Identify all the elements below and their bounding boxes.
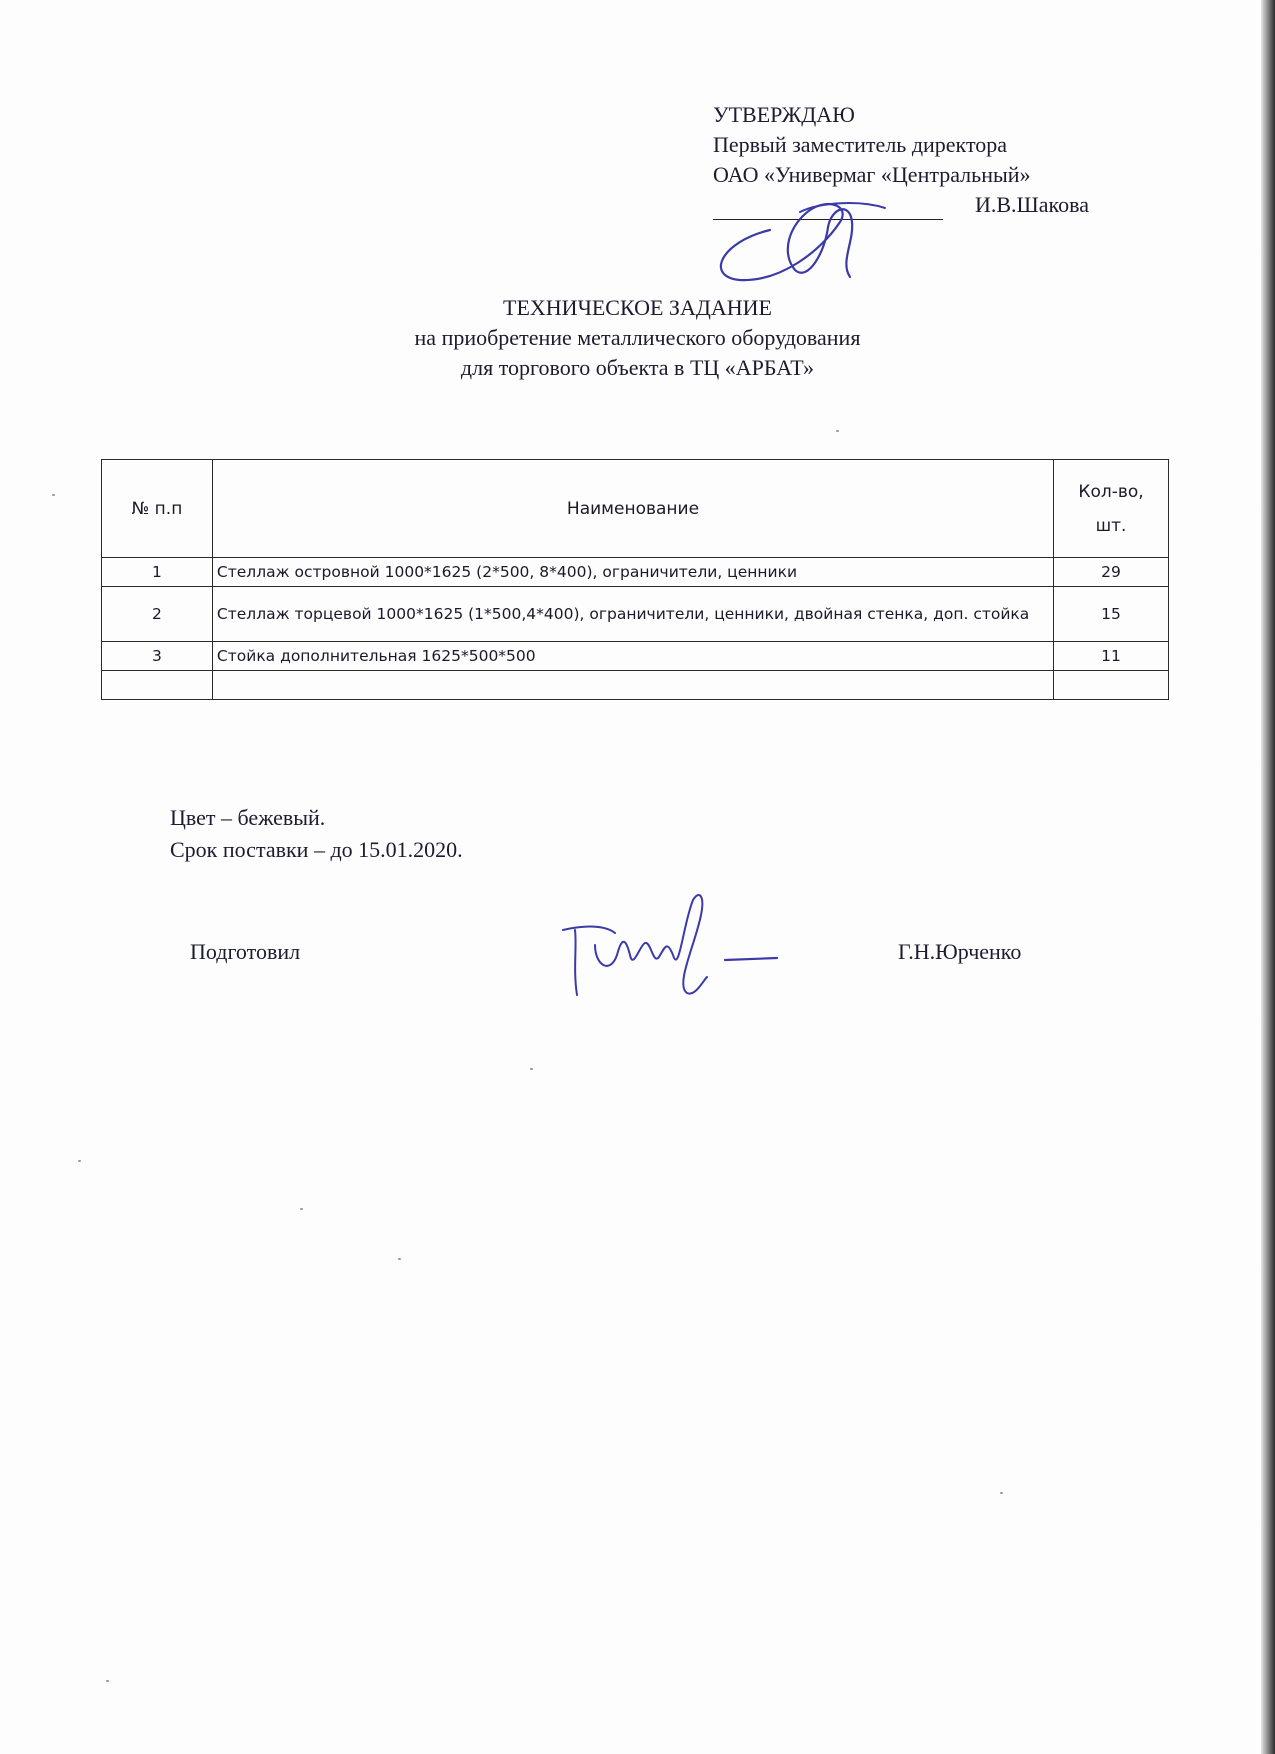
empty-cell xyxy=(1054,671,1169,700)
note-color: Цвет – бежевый. xyxy=(170,805,326,830)
row-number: 2 xyxy=(102,587,213,642)
prepared-label: Подготовил xyxy=(190,939,301,964)
row-quantity: 15 xyxy=(1054,587,1169,642)
scan-speck xyxy=(300,1208,303,1210)
scan-speck xyxy=(52,494,55,496)
scan-speck xyxy=(78,1160,81,1162)
approval-signer: И.В.Шакова xyxy=(975,192,1089,217)
approval-organization: ОАО «Универмаг «Центральный» xyxy=(713,162,1031,187)
scan-speck xyxy=(106,1680,109,1682)
header-number: № п.п xyxy=(102,460,213,558)
notes-block xyxy=(170,802,463,866)
row-number: 3 xyxy=(102,642,213,671)
document-subtitle-2: для торгового объекта в ТЦ «АРБАТ» xyxy=(460,355,815,380)
scan-speck xyxy=(530,1068,533,1070)
row-name: Стеллаж торцевой 1000*1625 (1*500,4*400), ограничители, ценники, двойная стенка, доп. стойка xyxy=(212,587,1053,642)
table-header-row xyxy=(102,460,1169,558)
row-name: Стойка дополнительная 1625*500*500 xyxy=(212,642,1053,671)
row-number: 1 xyxy=(102,558,213,587)
table-row-empty xyxy=(102,671,1169,700)
approval-position: Первый заместитель директора xyxy=(713,132,1008,157)
table-row xyxy=(102,587,1169,642)
header-name: Наименование xyxy=(212,460,1053,558)
approval-heading: УТВЕРЖДАЮ xyxy=(713,102,855,127)
scan-speck xyxy=(1000,1492,1003,1494)
row-quantity: 29 xyxy=(1054,558,1169,587)
document-subtitle-1: на приобретение металлического оборудования xyxy=(414,325,861,350)
empty-cell xyxy=(102,671,213,700)
specification-table xyxy=(101,459,1169,700)
header-quantity: Кол-во, шт. xyxy=(1054,460,1169,558)
prepared-name: Г.Н.Юрченко xyxy=(898,939,1022,964)
row-name: Стеллаж островной 1000*1625 (2*500, 8*400), ограничители, ценники xyxy=(212,558,1053,587)
empty-cell xyxy=(212,671,1053,700)
scan-speck xyxy=(836,430,839,432)
scan-edge xyxy=(1261,0,1275,1754)
table-row xyxy=(102,642,1169,671)
row-quantity: 11 xyxy=(1054,642,1169,671)
table-row xyxy=(102,558,1169,587)
document-title: ТЕХНИЧЕСКОЕ ЗАДАНИЕ xyxy=(503,295,772,320)
scan-speck xyxy=(398,1258,401,1260)
note-delivery: Срок поставки – до 15.01.2020. xyxy=(170,837,463,862)
approval-signature xyxy=(700,182,900,292)
prepared-signature xyxy=(555,885,785,1015)
